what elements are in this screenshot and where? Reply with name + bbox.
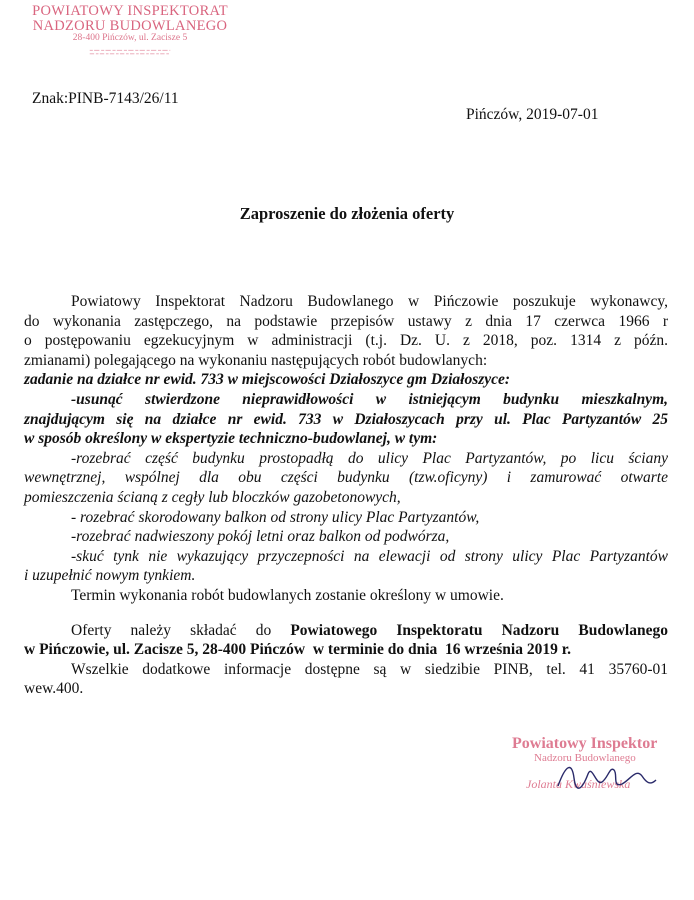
requirement-line: -usunąć stwierdzone nieprawidłowości w istniejącym budynku mieszkalnym, — [71, 390, 668, 408]
place-and-date: Pińczów, 2019-07-01 — [466, 106, 599, 123]
letter-body — [24, 292, 668, 699]
task-heading: zadanie na działce nr ewid. 733 w miejscowości Działoszyce gm Działoszyce: — [24, 371, 511, 389]
info-line: Wszelkie dodatkowe informacje dostępne są w siedzibie PINB, tel. 41 35760-01 — [71, 660, 668, 678]
work-item-line: -rozebrać część budynku prostopadłą do ulicy Plac Partyzantów, po licu ściany — [71, 449, 668, 467]
handwritten-signature — [552, 756, 662, 796]
document-title: Zaproszenie do złożenia oferty — [239, 204, 455, 223]
offer-address: w Pińczowie, ul. Zacisze 5, 28-400 Pińczów — [24, 641, 306, 659]
signature-name: Jolanta Kwaśniewska — [526, 777, 631, 792]
stamp-faded-lines — [34, 49, 226, 56]
stamp-line-2: NADZORU BUDOWLANEGO — [32, 18, 228, 35]
info-line: wew.400. — [24, 680, 84, 698]
offer-deadline-label: w terminie do dnia — [312, 641, 438, 659]
requirement-line: znajdującym się na działce nr ewid. 733 w Działoszycach przy ul. Plac Partyzantów 25 — [24, 410, 668, 428]
term-line: Termin wykonania robót budowlanych zostanie określony w umowie. — [71, 586, 504, 604]
office-stamp — [30, 4, 230, 61]
work-item-line: -rozebrać nadwieszony pokój letni oraz balkon od podwórza, — [71, 528, 450, 546]
offer-organization: Powiatowego Inspektoratu Nadzoru Budowlanego — [290, 621, 668, 639]
document-reference: Znak:PINB-7143/26/11 — [32, 90, 179, 107]
work-item-line: -skuć tynk nie wykazujący przyczepności na elewacji od strony ulicy Plac Partyzantów — [71, 547, 668, 565]
offer-deadline: 16 września 2019 r. — [445, 641, 572, 659]
signature-office: Nadzoru Budowlanego — [534, 751, 636, 764]
signature-stamp — [512, 736, 692, 791]
intro-line: zmianami) polegającego na wykonaniu następujących robót budowlanych: — [24, 351, 488, 369]
signature-title: Powiatowy Inspektor — [512, 735, 658, 752]
offer-lead: Oferty należy składać do — [71, 621, 291, 639]
offer-address-line — [24, 640, 668, 660]
intro-line: do wykonania zastępczego, na podstawie przepisów ustawy z dnia 17 czerwca 1966 r — [24, 312, 668, 330]
stamp-line-3: 28-400 Pińczów, ul. Zacisze 5 — [72, 33, 188, 44]
work-item-line: i uzupełnić nowym tynkiem. — [24, 567, 196, 585]
requirement-line: w sposób określony w ekspertyzie techniczno-budowlanej, w tym: — [24, 430, 438, 448]
stamp-line-1: POWIATOWY INSPEKTORAT — [32, 3, 228, 19]
work-item-line: pomieszczenia ścianą z cegły lub bloczków gazobetonowych, — [24, 488, 401, 506]
intro-line: o postępowaniu egzekucyjnym w administracji (t.j. Dz. U. z 2018, poz. 1314 z późn. — [24, 332, 668, 350]
work-item-line: - rozebrać skorodowany balkon od strony ulicy Plac Partyzantów, — [71, 508, 480, 526]
offer-line — [24, 621, 668, 641]
intro-line: Powiatowy Inspektorat Nadzoru Budowlanego w Pińczowie poszukuje wykonawcy, — [71, 293, 668, 310]
work-item-line: wewnętrznej, wspólnej dla obu części budynku (tzw.oficyny) i zamurować otwarte — [24, 469, 668, 487]
